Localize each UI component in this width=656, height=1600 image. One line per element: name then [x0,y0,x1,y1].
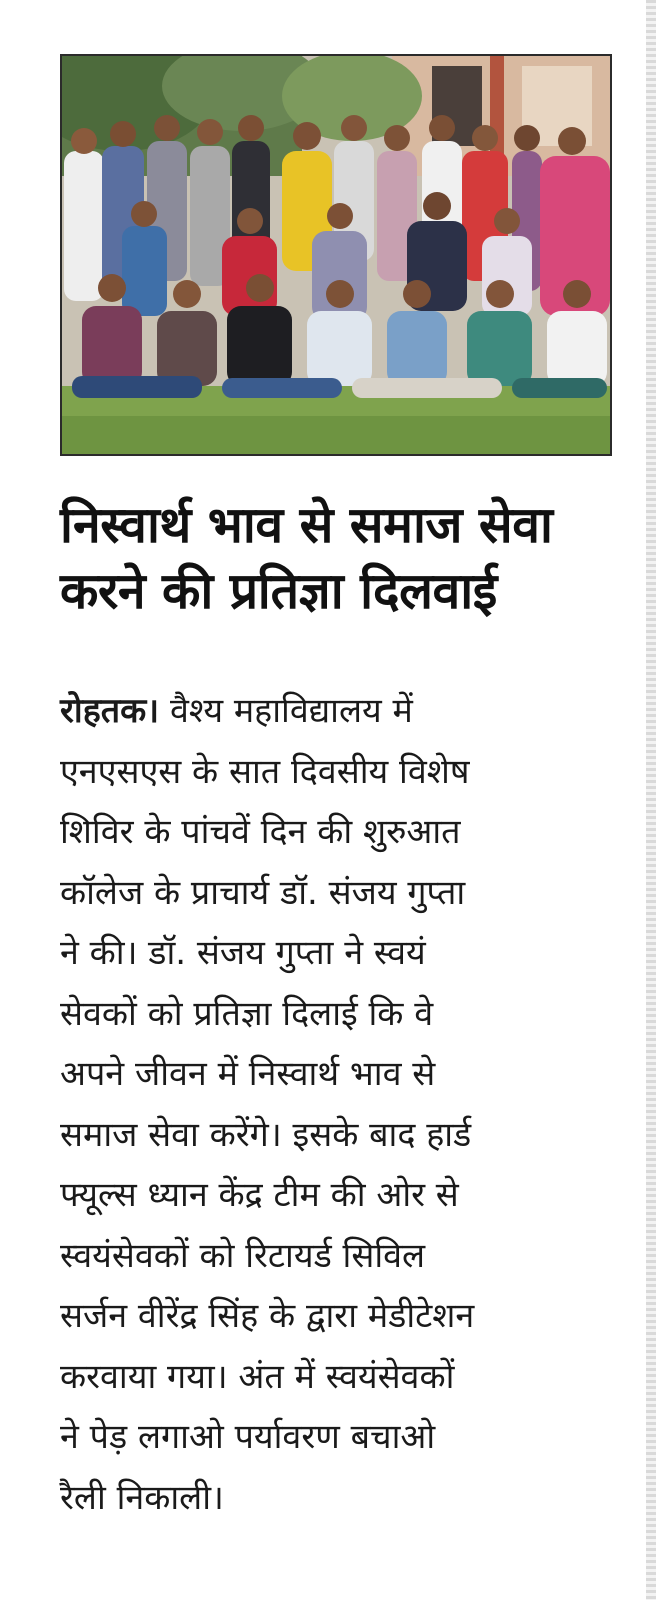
article-line: ने की। डॉ. संजय गुप्ता ने स्वयं [60,933,426,973]
article-line [60,681,625,742]
article-line: सर्जन वीरेंद्र सिंह के द्वारा मेडीटेशन [60,1296,475,1336]
article-line: सेवकों को प्रतिज्ञा दिलाई कि वे [60,993,434,1034]
article-line: फ्यूल्स ध्यान केंद्र टीम की ओर से [60,1175,459,1215]
dateline: रोहतक। [60,691,160,731]
article-line: अपने जीवन में निस्वार्थ भाव से [60,1054,436,1094]
headline-line-2: करने की प्रतिज्ञा दिलवाई [60,562,497,620]
article-body [60,681,625,1528]
article-line: स्वयंसेवकों को रिटायर्ड सिविल [60,1235,426,1276]
article-line: रैली निकाली। [60,1477,224,1518]
article-line: एनएसएस के सात दिवसीय विशेष [60,751,470,792]
article-line: ने पेड़ लगाओ पर्यावरण बचाओ [60,1417,436,1457]
article-line: कॉलेज के प्राचार्य डॉ. संजय गुप्ता [60,872,466,913]
group-photo [60,54,612,456]
article-line-text: वैश्य महाविद्यालय में [159,691,413,731]
article-line: समाज सेवा करेंगे। इसके बाद हार्ड [60,1114,472,1155]
headline-line-1: निस्वार्थ भाव से समाज सेवा [60,496,553,554]
page-edge-border [646,0,656,1600]
article-line: शिविर के पांचवें दिन की शुरुआत [60,812,461,852]
headline [60,492,620,624]
group-photo-icon [62,56,610,454]
article-line: करवाया गया। अंत में स्वयंसेवकों [60,1356,455,1397]
